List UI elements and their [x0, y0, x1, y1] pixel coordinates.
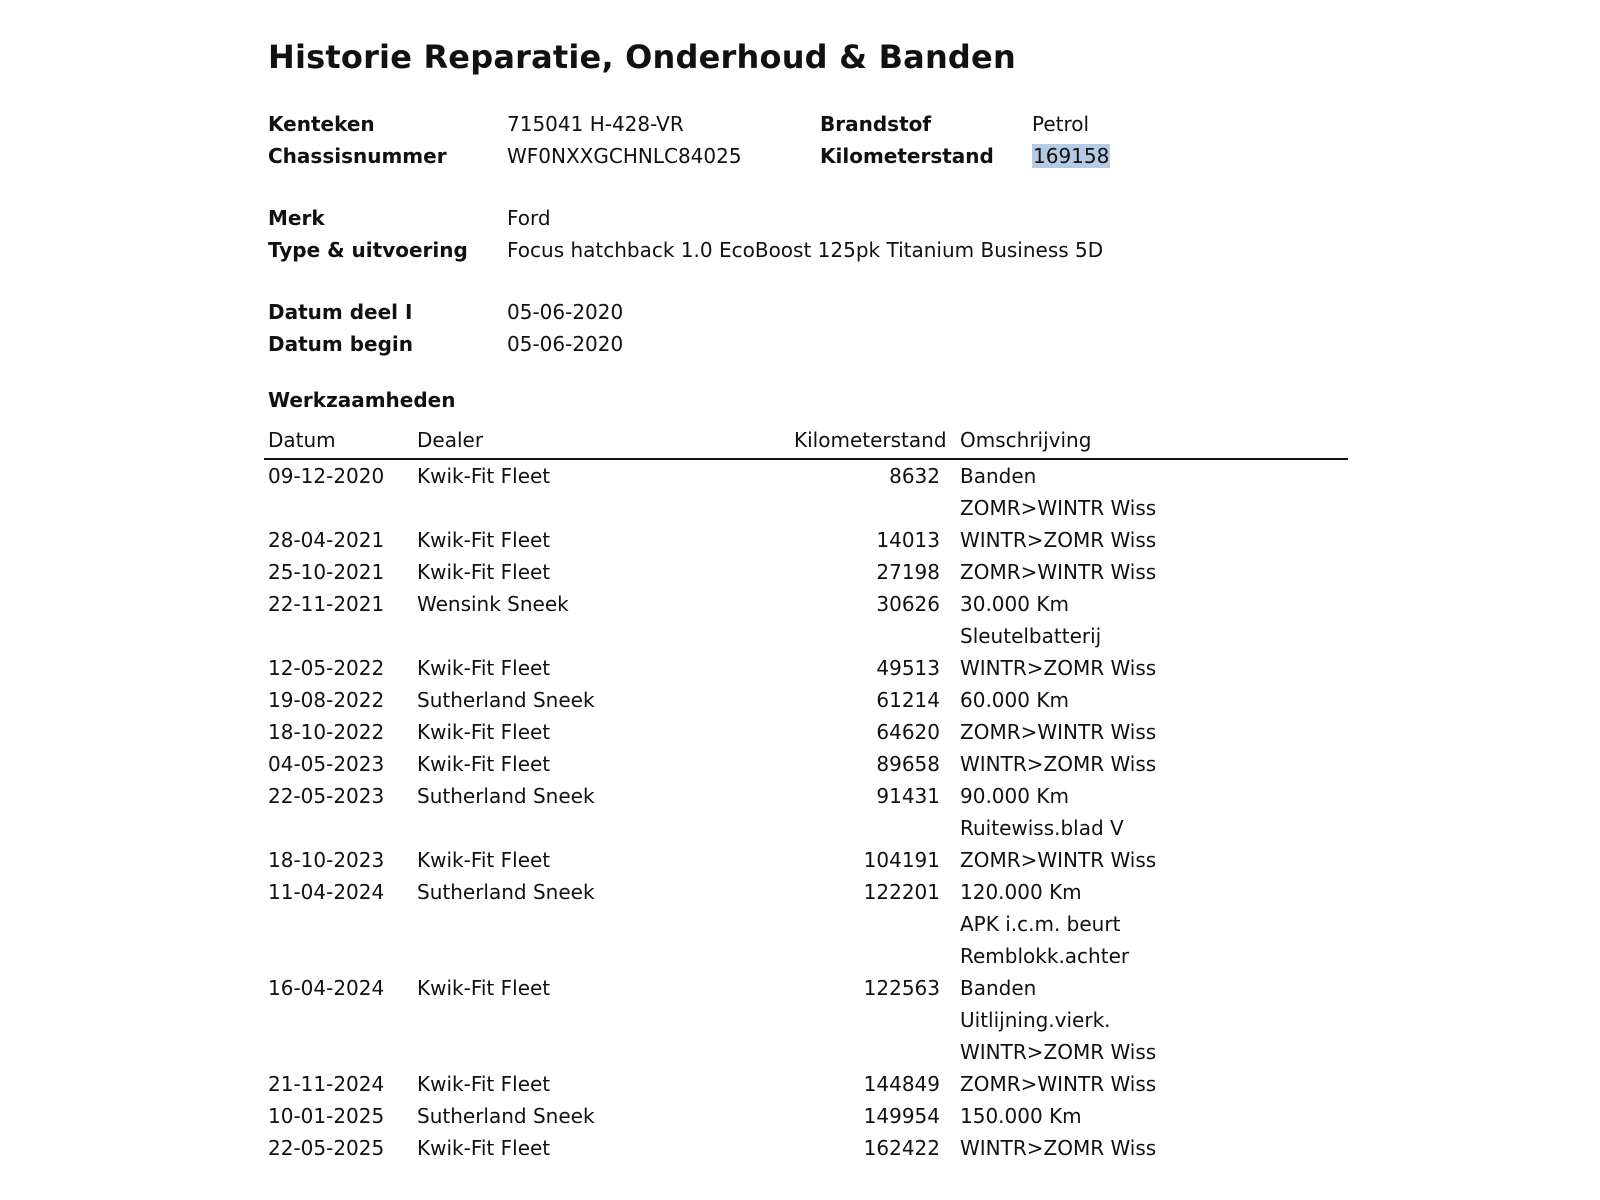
- table-row: [264, 972, 1348, 1068]
- table-row: [264, 1068, 1348, 1100]
- cell-kilometerstand: 64620: [876, 720, 940, 744]
- omschrijving-line: Uitlijning.vierk.: [960, 1008, 1111, 1032]
- cell-dealer: Kwik-Fit Fleet: [417, 848, 551, 872]
- cell-omschrijving: [960, 460, 1156, 524]
- cell-kilometerstand: 91431: [876, 784, 940, 808]
- werkzaamheden-title: Werkzaamheden: [268, 388, 456, 412]
- cell-omschrijving: [960, 1068, 1156, 1100]
- cell-omschrijving: [960, 748, 1156, 780]
- cell-kilometerstand: 122201: [863, 880, 940, 904]
- table-row: [264, 588, 1348, 652]
- kilometerstand-value[interactable]: 169158: [1033, 144, 1110, 168]
- table-row: [264, 780, 1348, 844]
- cell-kilometerstand: 89658: [876, 752, 940, 776]
- cell-dealer: Wensink Sneek: [417, 592, 569, 616]
- omschrijving-line: ZOMR>WINTR Wiss: [960, 848, 1157, 872]
- table-row: [264, 556, 1348, 588]
- omschrijving-line: 120.000 Km: [960, 880, 1082, 904]
- cell-datum: 09-12-2020: [268, 464, 385, 488]
- omschrijving-line: ZOMR>WINTR Wiss: [960, 1072, 1157, 1096]
- cell-omschrijving: [960, 780, 1124, 844]
- table-row: [264, 524, 1348, 556]
- omschrijving-line: Sleutelbatterij: [960, 624, 1102, 648]
- cell-datum: 16-04-2024: [268, 976, 385, 1000]
- chassisnummer-value: WF0NXXGCHNLC84025: [507, 144, 742, 168]
- type-uitvoering-label: Type & uitvoering: [268, 238, 468, 262]
- table-row: [264, 716, 1348, 748]
- table-row: [264, 684, 1348, 716]
- cell-dealer: Kwik-Fit Fleet: [417, 752, 551, 776]
- omschrijving-line: WINTR>ZOMR Wiss: [960, 656, 1157, 680]
- cell-dealer: Kwik-Fit Fleet: [417, 528, 551, 552]
- cell-kilometerstand: 14013: [876, 528, 940, 552]
- cell-omschrijving: [960, 588, 1101, 652]
- datum-begin-value: 05-06-2020: [507, 332, 624, 356]
- cell-kilometerstand: 122563: [863, 976, 940, 1000]
- merk-label: Merk: [268, 206, 325, 230]
- kilometerstand-value-wrap: [1032, 144, 1110, 168]
- cell-kilometerstand: 27198: [876, 560, 940, 584]
- table-row: [264, 876, 1348, 972]
- omschrijving-line: 90.000 Km: [960, 784, 1069, 808]
- cell-dealer: Sutherland Sneek: [417, 688, 595, 712]
- cell-omschrijving: [960, 972, 1156, 1068]
- omschrijving-line: WINTR>ZOMR Wiss: [960, 528, 1157, 552]
- omschrijving-line: Banden: [960, 464, 1037, 488]
- kenteken-value: 715041 H-428-VR: [507, 112, 684, 136]
- cell-dealer: Sutherland Sneek: [417, 1104, 595, 1128]
- cell-datum: 22-05-2025: [268, 1136, 385, 1160]
- omschrijving-line: WINTR>ZOMR Wiss: [960, 1040, 1157, 1064]
- cell-kilometerstand: 8632: [889, 464, 940, 488]
- table-row: [264, 748, 1348, 780]
- cell-dealer: Sutherland Sneek: [417, 880, 595, 904]
- cell-kilometerstand: 104191: [863, 848, 940, 872]
- cell-datum: 11-04-2024: [268, 880, 385, 904]
- cell-dealer: Kwik-Fit Fleet: [417, 1136, 551, 1160]
- cell-datum: 12-05-2022: [268, 656, 385, 680]
- cell-dealer: Kwik-Fit Fleet: [417, 560, 551, 584]
- omschrijving-line: Ruitewiss.blad V: [960, 816, 1124, 840]
- chassisnummer-label: Chassisnummer: [268, 144, 447, 168]
- cell-dealer: Sutherland Sneek: [417, 784, 595, 808]
- header-dealer: Dealer: [417, 428, 484, 452]
- datum-begin-label: Datum begin: [268, 332, 413, 356]
- brandstof-label: Brandstof: [820, 112, 932, 136]
- omschrijving-line: ZOMR>WINTR Wiss: [960, 720, 1157, 744]
- cell-kilometerstand: 144849: [863, 1072, 940, 1096]
- cell-dealer: Kwik-Fit Fleet: [417, 976, 551, 1000]
- cell-datum: 10-01-2025: [268, 1104, 385, 1128]
- omschrijving-line: ZOMR>WINTR Wiss: [960, 560, 1157, 584]
- table-body: [264, 460, 1348, 1164]
- cell-omschrijving: [960, 1132, 1156, 1164]
- table-row: [264, 844, 1348, 876]
- omschrijving-line: APK i.c.m. beurt: [960, 912, 1121, 936]
- header-kilometerstand: Kilometerstand: [794, 428, 947, 452]
- cell-omschrijving: [960, 524, 1156, 556]
- omschrijving-line: 60.000 Km: [960, 688, 1069, 712]
- cell-datum: 18-10-2023: [268, 848, 385, 872]
- document-title: Historie Reparatie, Onderhoud & Banden: [268, 38, 1016, 76]
- omschrijving-line: Remblokk.achter: [960, 944, 1130, 968]
- table-row: [264, 460, 1348, 524]
- cell-omschrijving: [960, 844, 1156, 876]
- omschrijving-line: Banden: [960, 976, 1037, 1000]
- kilometerstand-label: Kilometerstand: [820, 144, 994, 168]
- table-row: [264, 1132, 1348, 1164]
- cell-datum: 25-10-2021: [268, 560, 385, 584]
- cell-datum: 28-04-2021: [268, 528, 385, 552]
- datum-deel-label: Datum deel I: [268, 300, 413, 324]
- omschrijving-line: ZOMR>WINTR Wiss: [960, 496, 1157, 520]
- cell-datum: 19-08-2022: [268, 688, 385, 712]
- cell-omschrijving: [960, 876, 1129, 972]
- table-header: [264, 426, 1348, 460]
- cell-dealer: Kwik-Fit Fleet: [417, 1072, 551, 1096]
- cell-datum: 22-05-2023: [268, 784, 385, 808]
- header-omschrijving: Omschrijving: [960, 428, 1092, 452]
- merk-value: Ford: [507, 206, 551, 230]
- cell-omschrijving: [960, 1100, 1082, 1132]
- cell-kilometerstand: 61214: [876, 688, 940, 712]
- omschrijving-line: WINTR>ZOMR Wiss: [960, 1136, 1157, 1160]
- omschrijving-line: 30.000 Km: [960, 592, 1069, 616]
- cell-dealer: Kwik-Fit Fleet: [417, 720, 551, 744]
- cell-omschrijving: [960, 556, 1156, 588]
- cell-omschrijving: [960, 684, 1069, 716]
- cell-datum: 22-11-2021: [268, 592, 385, 616]
- cell-kilometerstand: 49513: [876, 656, 940, 680]
- omschrijving-line: WINTR>ZOMR Wiss: [960, 752, 1157, 776]
- table-row: [264, 1100, 1348, 1132]
- cell-omschrijving: [960, 716, 1156, 748]
- cell-dealer: Kwik-Fit Fleet: [417, 656, 551, 680]
- brandstof-value: Petrol: [1032, 112, 1090, 136]
- cell-datum: 18-10-2022: [268, 720, 385, 744]
- omschrijving-line: 150.000 Km: [960, 1104, 1082, 1128]
- type-uitvoering-value: Focus hatchback 1.0 EcoBoost 125pk Titanium Business 5D: [507, 238, 1104, 262]
- table-row: [264, 652, 1348, 684]
- cell-kilometerstand: 162422: [863, 1136, 940, 1160]
- werkzaamheden-table: [264, 426, 1348, 1164]
- datum-deel-value: 05-06-2020: [507, 300, 624, 324]
- cell-kilometerstand: 149954: [863, 1104, 940, 1128]
- header-datum: Datum: [268, 428, 336, 452]
- cell-dealer: Kwik-Fit Fleet: [417, 464, 551, 488]
- cell-datum: 04-05-2023: [268, 752, 385, 776]
- cell-datum: 21-11-2024: [268, 1072, 385, 1096]
- cell-kilometerstand: 30626: [876, 592, 940, 616]
- kenteken-label: Kenteken: [268, 112, 375, 136]
- cell-omschrijving: [960, 652, 1156, 684]
